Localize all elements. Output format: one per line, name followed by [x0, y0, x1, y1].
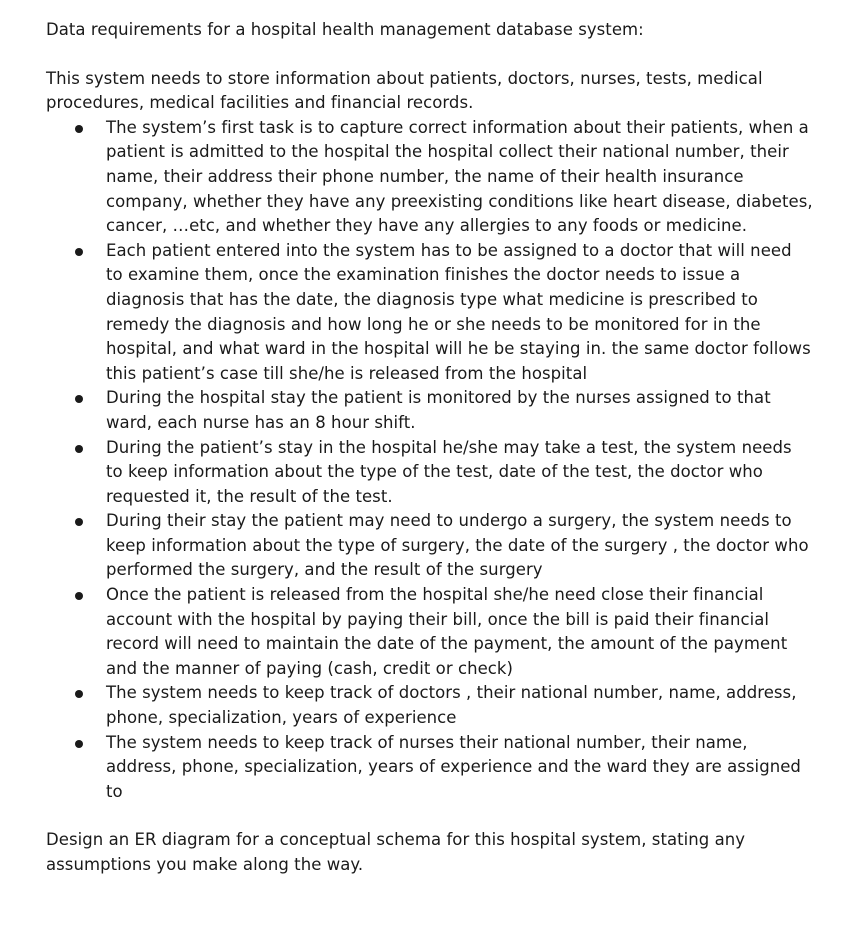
- list-item-text: During the patient’s stay in the hospital he/she may take a test, the system needs to keep information about the type of the test, date of the test, the doctor who requested it, the result of the test.: [106, 437, 792, 506]
- document-heading: Data requirements for a hospital health management database system:: [46, 20, 644, 39]
- list-item: [106, 731, 813, 805]
- intro-paragraph: This system needs to store information about patients, doctors, nurses, tests, medical procedures, medical facilities and financial records.: [46, 68, 763, 113]
- list-item: [106, 681, 813, 730]
- list-item-text: The system’s first task is to capture correct information about their patients, when a patient is admitted to the hospital the hospital collect their national number, their name, their address their phone number, the name of their health insurance company, whether they have any preexisting conditions like heart disease, diabetes, cancer, …etc, and whether they have any allergies to any foods or medicine.: [106, 117, 813, 236]
- list-item-text: The system needs to keep track of doctors , their national number, name, address, phone, specialization, years of experience: [106, 683, 797, 728]
- bullet-icon: [75, 445, 83, 453]
- closing-paragraph: Design an ER diagram for a conceptual schema for this hospital system, stating any assumptions you make along the way.: [46, 830, 746, 874]
- list-item: [106, 386, 813, 435]
- bullet-icon: [75, 248, 83, 256]
- list-item: [106, 116, 813, 239]
- list-item: [106, 509, 813, 583]
- bullet-icon: [75, 125, 83, 133]
- list-item-text: The system needs to keep track of nurses their national number, their name, address, phone, specialization, years of experience and the ward they are assigned to: [106, 732, 801, 801]
- bullet-icon: [75, 592, 83, 600]
- list-item: [106, 436, 813, 510]
- bullet-icon: [75, 395, 83, 403]
- bullet-icon: [75, 740, 83, 748]
- list-item: [106, 239, 813, 387]
- list-item-text: During the hospital stay the patient is monitored by the nurses assigned to that ward, each nurse has an 8 hour shift.: [106, 388, 771, 432]
- list-item-text: Each patient entered into the system has to be assigned to a doctor that will need to examine them, once the examination finishes the doctor needs to issue a diagnosis that has the date, the diagnosis type what medicine is prescribed to remedy the diagnosis and how long he or she needs to be monitored for in the hospital, and what ward in the hospital will he be staying in. the same doctor follows this patient’s case till she/he is released from the hospital: [106, 240, 811, 383]
- list-item-text: Once the patient is released from the hospital she/he need close their financial account with the hospital by paying their bill, once the bill is paid their financial record will need to maintain the date of the payment, the amount of the payment and the manner of paying (cash, credit or check): [106, 585, 788, 678]
- list-item-text: During their stay the patient may need to undergo a surgery, the system needs to keep information about the type of surgery, the date of the surgery , the doctor who performed the surgery, and the result of the surgery: [106, 511, 809, 580]
- bullet-icon: [75, 518, 83, 526]
- requirements-list: [46, 116, 813, 805]
- list-item: [106, 583, 813, 681]
- bullet-icon: [75, 690, 83, 698]
